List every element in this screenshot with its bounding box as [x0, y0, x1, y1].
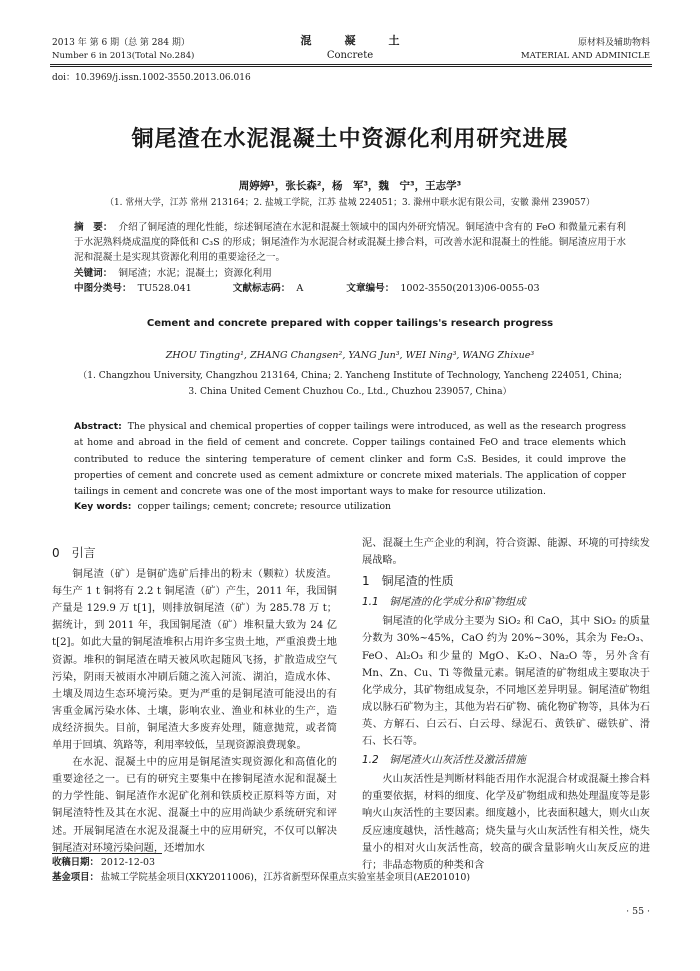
right-continuation: 泥、混凝土生产企业的利润，符合资源、能源、环境的可持续发展战略。	[362, 538, 650, 567]
fund-value: 盐城工学院基金项目(XKY2011006)，江苏省新型环保重点实验室基金项目(AE201010)	[100, 872, 471, 883]
journal-cn: 混 凝 土	[300, 34, 400, 47]
section-1-1-heading: 1.1 铜尾渣的化学成分和矿物组成	[362, 596, 526, 609]
doc-code-value: A	[296, 283, 304, 294]
right-column	[362, 535, 650, 874]
section-1-2-paragraph: 火山灰活性是判断材料能否用作水泥混合材或混凝土掺合料的重要依据，材料的细度、化学及矿物组成和热处理温度等是影响火山灰活性的主要因素。细度越小，比表面积越大，则火山灰反应速度越快，活性越高；烧失量与火山灰活性有相关性，烧失量小的相对火山灰活性高，较高的碳含量影响火山灰反应的进行；非晶态物质的种类和含	[362, 774, 650, 871]
intro-paragraph-1: 铜尾渣（矿）是铜矿选矿后排出的粉末（颗粒）状废渣。每生产 1 t 铜将有 2.2 t 铜尾渣（矿）产生，2011 年，我国铜产量是 129.9 万 t[1]，则排放铜尾渣（矿）为 285.78 万 t；据统计，到 2011 年，我国铜尾渣（矿）堆积量大致为 24 亿 t[2]。如此大量的铜尾渣堆积占用许多宝贵土地，严重浪费土地资源。堆积的铜尾渣在晴天被风吹起随风飞扬，扩散造成空气污染，阴雨天被雨水冲刷后随之流入河流、湖泊，造成水体、土壤及周边生态环境污染。更为严重的是铜尾渣可能浸出的有害重金属污染水体、土壤，影响农业、渔业和林业的生产，造成经济损失。目前，铜尾渣大多废弃处理，随意抛荒，或者简单用于回填、筑路等，利用率较低，呈现资源浪费现象。	[52, 569, 337, 752]
article-no-label: 文章编号：	[346, 283, 395, 294]
doc-code-label: 文献标志码：	[232, 283, 291, 294]
left-column	[52, 541, 337, 857]
received-date	[52, 856, 155, 870]
keywords-cn	[74, 266, 626, 281]
abstract-en-text: The physical and chemical properties of copper tailings were introduced, as well as the research progress at home and abroad in the field of cement and concrete. Copper tailings contained FeO and trace elements which contributed to reduce the sintering temperature of cement clinker and form C₃S. Besides, it could improve the properties of cement and concrete used as cement admixture or concrete mixed materials. The application of copper tailings in cement and concrete was one of the most important ways to make for resource utilization.	[74, 421, 626, 498]
received-label: 收稿日期：	[52, 857, 99, 868]
keywords-en-label: Key words:	[74, 501, 132, 512]
footnote-rule	[52, 853, 162, 854]
affiliations-en-1: （1. Changzhou University, Changzhou 213164, China; 2. Yancheng Institute of Technology, Yancheng 224051, China;	[78, 371, 622, 381]
header-rule-2	[50, 66, 652, 67]
keywords-en-text: copper tailings; cement; concrete; resource utilization	[137, 501, 391, 512]
article-no-value: 1002-3550(2013)06-0055-03	[400, 283, 540, 294]
doi: doi：10.3969/j.issn.1002-3550.2013.06.016	[52, 73, 251, 83]
abstract-en	[74, 419, 626, 500]
keywords-en	[74, 499, 626, 514]
clc-value: TU528.041	[137, 283, 192, 294]
section-en: MATERIAL AND ADMINICLE	[520, 51, 650, 61]
issue-en: Number 6 in 2013(Total No.284)	[52, 51, 195, 61]
section-1-heading: 1 铜尾渣的性质	[362, 574, 454, 589]
received-value: 2012-12-03	[100, 857, 155, 868]
clc-label: 中图分类号：	[74, 283, 132, 294]
authors-cn: 周婷婷¹，张长森²，杨 军³，魏 宁³，王志学³	[238, 180, 462, 192]
paper-title-en: Cement and concrete prepared with copper tailings's research progress	[146, 318, 554, 329]
authors-en: ZHOU Tingting¹, ZHANG Changsen², YANG Jun³, WEI Ning³, WANG Zhixue³	[165, 350, 535, 361]
fund-info	[52, 871, 470, 885]
header-rule	[50, 64, 652, 65]
section-cn: 原材料及辅助物料	[577, 38, 650, 48]
paper-title-cn: 铜尾渣在水泥混凝土中资源化利用研究进展	[131, 127, 569, 152]
abstract-cn	[74, 220, 626, 265]
journal-en: Concrete	[326, 50, 374, 61]
page-number: · 55 ·	[626, 906, 650, 917]
abstract-en-label: Abstract:	[74, 421, 122, 432]
keywords-cn-label: 关键词：	[74, 268, 113, 279]
abstract-cn-label: 摘 要：	[74, 222, 113, 233]
section-1-1-paragraph: 铜尾渣的化学成分主要为 SiO₂ 和 CaO，其中 SiO₂ 的质量分数为 30%~45%，CaO 约为 20%~30%，其余为 Fe₂O₃、FeO、Al₂O₃ 和少量的 MgO、K₂O、Na₂O 等，另外含有 Mn、Zn、Cu、Ti 等微量元素。铜尾渣的矿物组成主要取决于化学成分，其矿物组成复杂，不同地区差异明显。铜尾渣矿物组成以脉石矿物为主，其他为岩石矿物、硫化物矿物等，具体为石英、方解石、白云石、白云母、绿泥石、黄铁矿、磁铁矿、滑石、长石等。	[362, 616, 650, 748]
affiliations-en-2: 3. China United Cement Chuzhou Co., Ltd., Chuzhou 239057, China）	[188, 387, 512, 397]
issue-cn: 2013 年 第 6 期（总 第 284 期）	[52, 38, 190, 48]
section-1-2-heading: 1.2 铜尾渣火山灰活性及激活措施	[362, 754, 526, 767]
classification-line	[74, 281, 626, 296]
intro-paragraph-2: 在水泥、混凝土中的应用是铜尾渣实现资源化和高值化的重要途径之一。已有的研究主要集中在掺铜尾渣水泥和混凝土的力学性能、铜尾渣作水泥矿化剂和铁质校正原料等方面，对铜尾渣特性及其在水泥、混凝土中的应用尚缺少系统研究和评述。开展铜尾渣在水泥及混凝土中的应用研究，不仅可以解决铜尾渣对环境污染问题，还增加水	[52, 757, 337, 854]
section-0-heading: 0 引言	[52, 546, 96, 560]
abstract-cn-text: 介绍了铜尾渣的理化性能，综述铜尾渣在水泥和混凝土领域中的国内外研究情况。铜尾渣中含有的 FeO 和微量元素有利于水泥熟料烧成温度的降低和 C₃S 的形成；铜尾渣作为水泥混合材或混凝土掺合料，可改善水泥和混凝土的性能。铜尾渣应用于水泥和混凝土是实现其资源化利用的重要途径之一。	[74, 222, 627, 263]
keywords-cn-text: 铜尾渣；水泥；混凝土；资源化利用	[118, 268, 272, 279]
affiliations-cn: （1. 常州大学，江苏 常州 213164；2. 盐城工学院，江苏 盐城 224051；3. 滁州中联水泥有限公司，安徽 滁州 239057）	[105, 198, 595, 208]
fund-label: 基金项目：	[52, 872, 99, 883]
